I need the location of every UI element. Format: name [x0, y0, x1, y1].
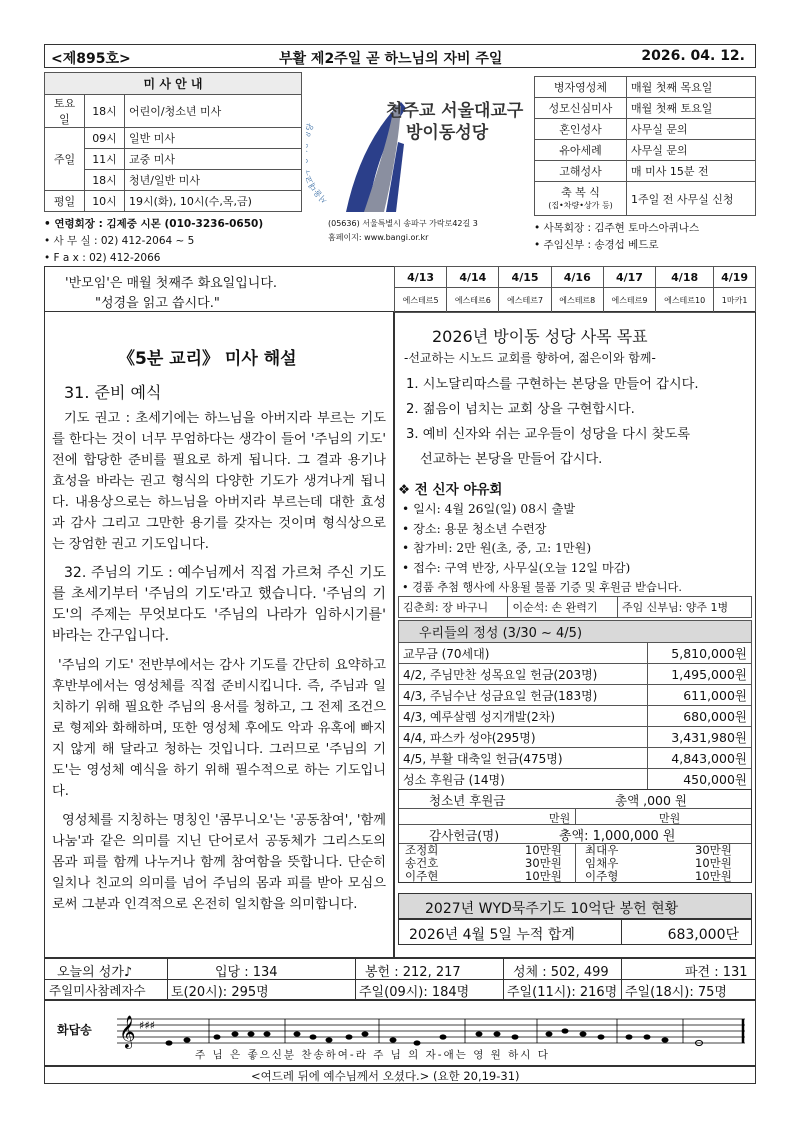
wyd-row — [398, 919, 752, 945]
staff-item: • 주임신부 : 송경섭 베드로 — [534, 239, 659, 251]
thanks-list — [405, 844, 743, 883]
thanks-total: 총액: 1,000,000 원 — [559, 829, 676, 844]
sacrament-name: 축 복 식 — [561, 185, 600, 199]
attendance-sun11: 주일(11시): 216명 — [507, 985, 618, 1000]
thanks-name: 이주현 — [405, 869, 439, 883]
attendance-sun18: 주일(18시): 75명 — [625, 985, 727, 1000]
mass-desc: 청년/일반 미사 — [125, 170, 302, 191]
youth-cell: 만원 — [549, 812, 571, 825]
hymn-dismissal: 파견 : 131 — [685, 965, 748, 980]
goal-item: 2. 젊음이 넘치는 교회 상을 구현합시다. — [406, 402, 635, 417]
article-body — [52, 408, 386, 923]
mass-desc: 어린이/청소년 미사 — [125, 95, 302, 128]
thanks-label: 감사헌금(명) — [429, 828, 500, 843]
offering-name: 4/4, 파스카 성야(295명) — [399, 727, 648, 748]
sacrament-name: 병자영성체 — [535, 77, 627, 98]
contact-item: • F a x : 02) 412-2066 — [44, 252, 161, 264]
thanks-name: 송건호 — [405, 856, 439, 870]
youth-cell: 만원 — [659, 812, 681, 825]
attendance-sun9: 주일(09시): 184명 — [359, 985, 470, 1000]
mass-day: 평일 — [45, 191, 85, 212]
offering-amount: 680,000원 — [648, 706, 752, 727]
church-name-line2: 방이동성당 — [406, 123, 489, 143]
svg-text:서울대교구 방이동 성당: 서울대 — [307, 181, 330, 206]
psalm-score-icon — [117, 1009, 747, 1049]
svg-text:♯♯♯: ♯♯♯ — [139, 1019, 155, 1032]
offering-name: 4/3, 예루살렘 성지개발(2차) — [399, 706, 648, 727]
offering-amount: 5,810,000원 — [648, 643, 752, 664]
offering-name: 교무금 (70세대) — [399, 643, 648, 664]
reading-book: 에스테르10 — [656, 288, 714, 313]
thanks-amount: 10만원 — [525, 843, 562, 857]
donor-item: 주임 신부님: 양주 1병 — [617, 597, 751, 618]
sacrament-subname: (집•차량•상가 등) — [548, 200, 613, 210]
notice-line2: "성경을 읽고 씁시다." — [95, 296, 220, 311]
reading-book: 에스테르8 — [551, 288, 603, 313]
goal-item: 3. 예비 신자와 쉬는 교우들이 성당을 다시 찾도록 — [406, 427, 690, 442]
goal-item: 선교하는 본당을 만들어 갑시다. — [420, 452, 603, 467]
wyd-value: 683,000단 — [667, 927, 739, 943]
mass-time: 18시 — [85, 170, 125, 191]
sacrament-value: 1주일 전 사무실 신청 — [627, 182, 756, 216]
church-address: (05636) 서울특별시 송파구 가락로42길 3 — [328, 219, 478, 228]
donor-item: 김춘희: 장 바구니 — [399, 597, 508, 618]
staff-list — [534, 220, 756, 254]
thanks-name: 최대우 — [585, 843, 619, 857]
article-paragraph: 32. 주님의 기도 : 예수님께서 직접 가르쳐 주신 기도를 초세기부터 '주님의 기도'라고 했습니다. '주님의 기도'의 주제는 무엇보다도 '주님의 나라가 임하시기를' 바라는 간구입니다. — [52, 565, 386, 644]
offering-name: 4/3, 주님수난 성금요일 헌금(183명) — [399, 685, 648, 706]
hymn-attendance-box — [44, 958, 756, 1000]
offering-amount: 3,431,980원 — [648, 727, 752, 748]
offering-amount: 4,843,000원 — [648, 748, 752, 769]
donor-table — [398, 596, 752, 618]
thanks-amount: 10만원 — [695, 869, 732, 883]
church-logo-area — [306, 72, 530, 262]
youth-label: 청소년 후원금 — [429, 793, 506, 808]
offering-name: 4/2, 주님만찬 성목요일 헌금(203명) — [399, 664, 648, 685]
svg-text:𝄞: 𝄞 — [119, 1015, 136, 1048]
page-title: 부활 제2주일 곧 하느님의 자비 주일 — [279, 51, 503, 67]
article-title: 《5분 교리》 미사 해설 — [118, 349, 297, 369]
sacrament-value: 사무실 문의 — [627, 140, 756, 161]
psalm-lyrics: 주 님 은 좋으신분 찬송하여-라 주 님 의 자-애는 영 원 하시 다 — [195, 1049, 550, 1061]
picnic-item: • 장소: 용문 청소년 수련장 — [402, 521, 547, 536]
notice-line1: '반모임'은 매월 첫째주 화요일입니다. — [65, 276, 278, 291]
reading-book: 1마카1 — [714, 288, 756, 313]
sacrament-value: 사무실 문의 — [627, 119, 756, 140]
psalm-label: 화답송 — [57, 1023, 92, 1037]
wyd-title: 2027년 WYD묵주기도 10억단 봉헌 현황 — [425, 901, 679, 917]
church-homepage: 홈페이지: www.bangi.or.kr — [328, 233, 429, 242]
mass-time: 10시 — [85, 191, 125, 212]
bible-reading-table — [394, 266, 756, 313]
picnic-item: • 참가비: 2만 원(초, 중, 고: 1만원) — [402, 541, 592, 555]
reading-date: 4/13 — [395, 267, 447, 288]
church-name-line1: 천주교 서울대교구 — [386, 101, 524, 121]
reading-book: 에스테르5 — [395, 288, 447, 313]
reading-book: 에스테르9 — [603, 288, 655, 313]
thanks-name: 이주형 — [585, 869, 619, 883]
staff-item: • 사목회장 : 김주현 토마스아퀴나스 — [534, 222, 700, 234]
offering-amount: 1,495,000원 — [648, 664, 752, 685]
article-paragraph: '주님의 기도' 전반부에서는 감사 기도를 간단히 요약하고 후반부에서는 영성체를 직접 준비시킵니다. 즉, 주님과 일치하기 위해 필요한 주님의 용서를 청하고, 그 전제 조건으로 형제와 화해하며, 또한 영성체 후에도 악과 유혹에 빠지지 않게 해 달라고 청하는 것입니다. 그러므로 '주님의 기도'는 영성체 예식을 하기 위해 필수적으로 하는 기도입니다. — [52, 658, 386, 799]
reading-date: 4/18 — [656, 267, 714, 288]
offering-amount: 450,000원 — [648, 769, 752, 790]
wyd-title-box — [398, 893, 752, 919]
offering-name: 4/5, 부활 대축일 헌금(475명) — [399, 748, 648, 769]
mass-time: 18시 — [85, 95, 125, 128]
mass-day: 토요일 — [45, 95, 85, 128]
sacrament-value: 매 미사 15분 전 — [627, 161, 756, 182]
picnic-details — [402, 500, 682, 598]
mass-schedule — [44, 72, 302, 267]
thanks-amount: 30만원 — [695, 843, 732, 857]
reading-date: 4/17 — [603, 267, 655, 288]
verse-box — [44, 1066, 756, 1084]
mass-desc: 19시(화), 10시(수,목,금) — [125, 191, 302, 212]
issue-date: 2026. 04. 12. — [641, 48, 745, 64]
mass-time: 11시 — [85, 149, 125, 170]
reading-date: 4/19 — [714, 267, 756, 288]
mass-title: 미 사 안 내 — [45, 73, 302, 95]
thanks-amount: 10만원 — [525, 869, 562, 883]
article-section-heading: 31. 준비 예식 — [64, 383, 162, 402]
hymn-entrance: 입당 : 134 — [215, 965, 278, 980]
youth-total: 총액 ,000 원 — [615, 793, 688, 808]
offering-amount: 611,000원 — [648, 685, 752, 706]
goal-item: 1. 시노달리따스를 구현하는 본당을 만들어 갑시다. — [406, 377, 699, 392]
contact-item: • 사 무 실 : 02) 412-2064 ~ 5 — [44, 235, 195, 247]
hymn-label: 오늘의 성가♪ — [57, 965, 133, 980]
offering-table — [398, 620, 752, 790]
reading-book: 에스테르7 — [499, 288, 551, 313]
article-paragraph: 영성체를 지칭하는 명칭인 '콤무니오'는 '공동참여', '함께 나눔'과 같은 의미를 지닌 단어로서 공동체가 그리스도의 몸과 피를 함께 나누거나 함께 참여함을 뜻합니다. 단순히 일치나 친교의 의미를 넘어 주님의 몸과 피를 받아 모심으로써 그분과 인격적으로 온전히 일치함을 의미합니다. — [52, 813, 386, 912]
thanks-name: 임채우 — [585, 856, 619, 870]
mass-desc: 교중 미사 — [125, 149, 302, 170]
picnic-item: • 일시: 4월 26일(일) 08시 출발 — [402, 502, 576, 516]
thanks-amount: 30만원 — [525, 856, 562, 870]
picnic-item: • 경품 추첨 행사에 사용될 물품 기증 및 후원금 받습니다. — [402, 581, 682, 594]
sacrament-name: 성모신심미사 — [535, 98, 627, 119]
reading-date: 4/16 — [551, 267, 603, 288]
thanks-amount: 10만원 — [695, 856, 732, 870]
reading-book: 에스테르6 — [447, 288, 499, 313]
header-bar — [44, 44, 756, 68]
picnic-title: ❖ 전 신자 야유회 — [398, 482, 503, 498]
reading-date: 4/15 — [499, 267, 551, 288]
sacrament-name: 유아세례 — [535, 140, 627, 161]
hymn-offertory: 봉헌 : 212, 217 — [365, 965, 461, 980]
support-box — [398, 789, 752, 883]
sacrament-value: 매월 첫째 목요일 — [627, 77, 756, 98]
sacrament-value: 매월 첫째 토요일 — [627, 98, 756, 119]
sacrament-name: 고해성사 — [535, 161, 627, 182]
contact-item: • 연령회장 : 김제중 시몬 (010-3236-0650) — [44, 218, 264, 230]
sacrament-table — [534, 76, 756, 254]
donor-item: 이순석: 손 완력기 — [508, 597, 617, 618]
mass-time: 09시 — [85, 128, 125, 149]
issue-number: <제895호> — [51, 51, 131, 67]
sacrament-name: 혼인성사 — [535, 119, 627, 140]
attendance-label: 주일미사참례자수 — [49, 983, 146, 998]
picnic-item: • 접수: 구역 반장, 사무실(오늘 12일 마감) — [402, 560, 631, 575]
psalm-box — [44, 1000, 756, 1066]
thanks-name: 조정희 — [405, 843, 439, 857]
mass-desc: 일반 미사 — [125, 128, 302, 149]
wyd-label: 2026년 4월 5일 누적 합계 — [409, 927, 575, 943]
goals-title: 2026년 방이동 성당 사목 목표 — [432, 327, 648, 346]
hymn-communion: 성체 : 502, 499 — [513, 965, 609, 980]
gospel-verse: <여드레 뒤에 예수님께서 오셨다.> (요한 20,19-31) — [251, 1069, 520, 1083]
goals-subtitle: -선교하는 시노드 교회를 향하여, 젊은이와 함께- — [404, 351, 656, 365]
goals-list — [406, 372, 699, 472]
article-paragraph: 기도 권고 : 초세기에는 하느님을 아버지라 부르는 기도를 한다는 것이 너무 무엄하다는 생각이 들어 '주님의 기도' 전에 합당한 준비를 필요로 하게 됩니다. 그 결과 용기나 효성을 바라는 권고 형식의 다양한 기도가 생겨나게 됩니다. 내용상으로는 하느님을 아버지라 부르는데 대한 효성과 감사 그리고 그만한 용기를 갖자는 것이며 형식상으로는 장엄한 권고 기도입니다. — [52, 411, 386, 552]
attendance-sat: 토(20시): 295명 — [171, 985, 269, 1000]
reading-date: 4/14 — [447, 267, 499, 288]
offering-title: 우리들의 정성 (3/30 ~ 4/5) — [399, 621, 752, 643]
contact-list — [44, 216, 302, 267]
offering-name: 성소 후원금 (14명) — [399, 769, 648, 790]
mass-day: 주일 — [45, 128, 85, 191]
